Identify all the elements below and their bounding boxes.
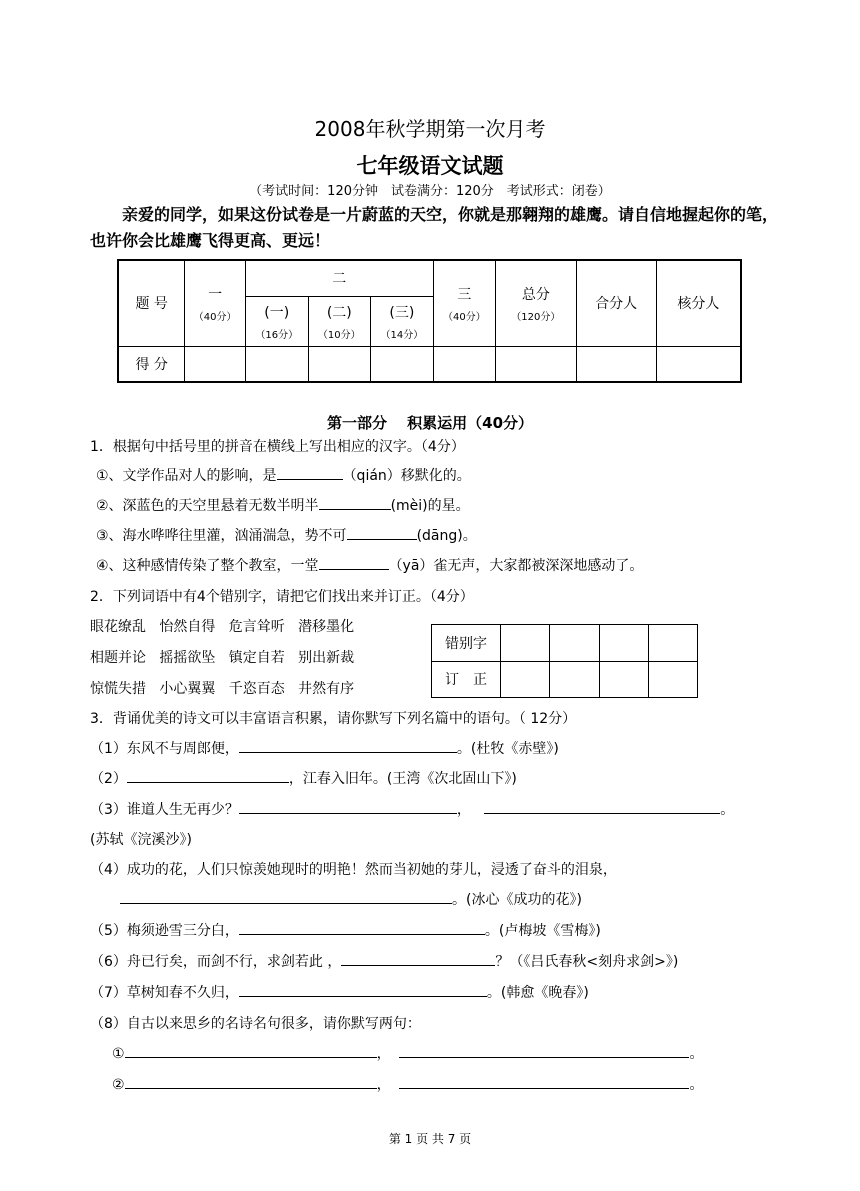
q3-line-3-pre: （3）谁道人生无再少？	[90, 802, 239, 818]
answer-blank[interactable]	[239, 799, 457, 814]
sub-3	[371, 296, 434, 346]
score-cell[interactable]	[496, 346, 576, 382]
q3-line-1	[90, 738, 559, 758]
score-cell[interactable]	[245, 346, 308, 382]
answer-blank[interactable]	[399, 1074, 689, 1089]
answer-blank[interactable]	[125, 1043, 377, 1058]
sub-1	[245, 296, 308, 346]
q1-item-2	[96, 495, 470, 515]
q2-word: 潜移墨化	[298, 619, 355, 635]
q1-item-3	[96, 525, 477, 545]
correction-cell[interactable]	[501, 661, 550, 698]
correction-cell[interactable]	[501, 625, 550, 662]
q3-line-3-mid: ，	[456, 802, 471, 818]
score-cell[interactable]	[371, 346, 434, 382]
answer-blank[interactable]	[239, 738, 457, 753]
sub-2-label: (二)	[326, 304, 352, 321]
q1-item-1-post: （qián）移默化的。	[342, 468, 471, 484]
sub-2	[308, 296, 371, 346]
intro-text	[90, 202, 790, 254]
q1-item-4	[96, 555, 643, 575]
total-points: （120分）	[511, 311, 561, 323]
q2-word-row	[90, 678, 354, 698]
exam-title: 2008年秋学期第一次月考	[314, 117, 546, 141]
col-adder: 合分人	[576, 260, 656, 346]
q3-line-4: （4）成功的花，人们只惊羡她现时的明艳！然而当初她的芽儿，浸透了奋斗的泪泉，	[90, 862, 617, 878]
q3-line-8a-num: ①	[112, 1046, 125, 1062]
correction-cell[interactable]	[648, 625, 697, 662]
col-1	[185, 260, 246, 346]
exam-meta: （考试时间：120分钟 试卷满分：120分 考试形式：闭卷）	[249, 184, 611, 199]
correction-label: 订 正	[432, 661, 501, 698]
sub-1-label: (一)	[264, 304, 290, 321]
q2-word: 别出新裁	[298, 650, 355, 666]
answer-blank[interactable]	[347, 525, 417, 540]
q3-line-8b	[112, 1074, 703, 1094]
section-title: 第一部分 积累运用（40分）	[326, 414, 534, 432]
q1-item-4-post: （yā）雀无声，大家都被深深地感动了。	[388, 558, 644, 574]
q3-line-5-post: 。(卢梅坡《雪梅》)	[484, 923, 601, 939]
q3-line-5	[90, 920, 601, 940]
q3-line-5-pre: （5）梅须逊雪三分白，	[90, 923, 239, 939]
q3-line-2-post: ，江春入旧年。(王湾《次北固山下》)	[288, 771, 517, 787]
sub-3-points: （14分）	[380, 329, 424, 341]
correction-cell[interactable]	[550, 661, 599, 698]
sub-1-points: （16分）	[255, 329, 299, 341]
answer-blank[interactable]	[319, 555, 389, 570]
row-label: 题 号	[118, 260, 185, 346]
sub-2-points: （10分）	[317, 329, 361, 341]
score-cell[interactable]	[433, 346, 496, 382]
q3-line-6	[90, 951, 678, 971]
q3-line-6-post: ？（《吕氏春秋<刻舟求剑>》)	[495, 954, 679, 970]
exam-subtitle: 七年级语文试题	[356, 154, 504, 178]
col-2: 二	[245, 260, 433, 296]
correction-cell[interactable]	[599, 661, 648, 698]
q2-word: 危言耸听	[228, 619, 285, 635]
correction-cell[interactable]	[550, 625, 599, 662]
q2-word-row	[90, 616, 354, 636]
col-3	[433, 260, 496, 346]
q3-line-1-pre: （1）东风不与周郎便，	[90, 741, 239, 757]
answer-blank[interactable]	[277, 465, 343, 480]
wrong-char-label: 错别字	[432, 625, 501, 662]
q1-item-3-pre: ③、海水哗哗往里灌，汹涌湍急，势不可	[96, 528, 347, 544]
q2-word: 相题并论	[90, 650, 146, 666]
col-3-points: （40分）	[443, 311, 486, 323]
q3-line-8b-num: ②	[112, 1077, 125, 1093]
col-checker: 核分人	[656, 260, 741, 346]
col-1-label: 一	[208, 286, 223, 303]
answer-blank[interactable]	[399, 1043, 689, 1058]
q3-line-4-post: 。(冰心《成功的花》)	[452, 892, 582, 908]
q3-line-8a-comma: ，	[376, 1046, 391, 1062]
page-number: 第 1 页 共 7 页	[388, 1132, 472, 1146]
score-cell[interactable]	[576, 346, 656, 382]
score-table	[117, 259, 742, 383]
q3-line-3-source: (苏轼《浣溪沙》)	[90, 832, 192, 848]
q2-word: 井然有序	[298, 681, 355, 697]
score-cell[interactable]	[656, 346, 741, 382]
answer-blank[interactable]	[341, 951, 495, 966]
q2-word-row	[90, 647, 354, 667]
q1-item-2-pre: ②、深蓝色的天空里悬着无数半明半	[96, 498, 319, 514]
q2-word: 眼花缭乱	[90, 619, 146, 635]
q2-word: 小心翼翼	[159, 681, 216, 697]
q3-line-1-post: 。(杜牧《赤壁》)	[456, 741, 559, 757]
q1-item-4-pre: ④、这种感情传染了整个教室，一堂	[96, 558, 319, 574]
q3-line-8: （8）自古以来思乡的名诗名句很多，请你默写两句：	[90, 1016, 421, 1032]
correction-cell[interactable]	[648, 661, 697, 698]
q2-word: 镇定自若	[228, 650, 285, 666]
answer-blank[interactable]	[484, 799, 720, 814]
sub-3-label: (三)	[389, 304, 415, 321]
q2-stem: 2．下列词语中有4个错别字，请把它们找出来并订正。（4分）	[90, 589, 474, 605]
correction-cell[interactable]	[599, 625, 648, 662]
total-label: 总分	[521, 286, 550, 303]
intro-body: 亲爱的同学，如果这份试卷是一片蔚蓝的天空，你就是那翱翔的雄鹰。请自信地握起你的笔，也许你会比雄鹰飞得更高、更远！	[90, 205, 779, 250]
q2-word: 千恣百态	[228, 681, 285, 697]
col-3-label: 三	[457, 286, 472, 303]
q3-line-3-post: 。	[720, 802, 735, 818]
answer-blank[interactable]	[127, 768, 289, 783]
q3-line-7-post: 。(韩愈《晚春》)	[486, 985, 589, 1001]
q2-word: 怡然自得	[159, 619, 216, 635]
q3-line-2-pre: （2）	[90, 771, 127, 787]
q3-line-3	[90, 799, 734, 819]
answer-blank[interactable]	[239, 982, 487, 997]
q1-item-2-post: (mèi)的星。	[390, 498, 470, 514]
answer-blank[interactable]	[120, 889, 452, 904]
q3-line-8b-comma: ，	[376, 1077, 391, 1093]
answer-blank[interactable]	[239, 920, 485, 935]
q1-item-3-post: (dāng)。	[416, 528, 477, 544]
q3-line-8a-period: 。	[689, 1046, 704, 1062]
score-label: 得 分	[118, 346, 185, 382]
q1-stem: 1．根据句中括号里的拼音在横线上写出相应的汉字。（4分）	[90, 439, 465, 455]
q2-word: 惊慌失措	[90, 681, 146, 697]
q3-line-8a	[112, 1043, 703, 1063]
q3-line-4b	[120, 889, 582, 909]
answer-blank[interactable]	[319, 495, 391, 510]
score-cell[interactable]	[185, 346, 246, 382]
q3-line-7-pre: （7）草树知春不久归，	[90, 985, 239, 1001]
q2-word: 摇摇欲坠	[159, 650, 216, 666]
answer-blank[interactable]	[125, 1074, 377, 1089]
col-1-points: （40分）	[193, 311, 237, 323]
q3-line-2	[90, 768, 517, 788]
correction-table	[431, 624, 698, 698]
col-total	[496, 260, 576, 346]
q3-line-8b-period: 。	[689, 1077, 704, 1093]
q1-item-1	[96, 465, 471, 485]
q3-line-6-pre: （6）舟已行矣，而剑不行，求剑若此 ，	[90, 954, 342, 970]
q1-item-1-pre: ①、文学作品对人的影响，是	[96, 468, 277, 484]
q3-stem: 3．背诵优美的诗文可以丰富语言积累，请你默写下列名篇中的语句。（ 12分）	[90, 711, 577, 727]
score-cell[interactable]	[308, 346, 371, 382]
q3-line-7	[90, 982, 589, 1002]
